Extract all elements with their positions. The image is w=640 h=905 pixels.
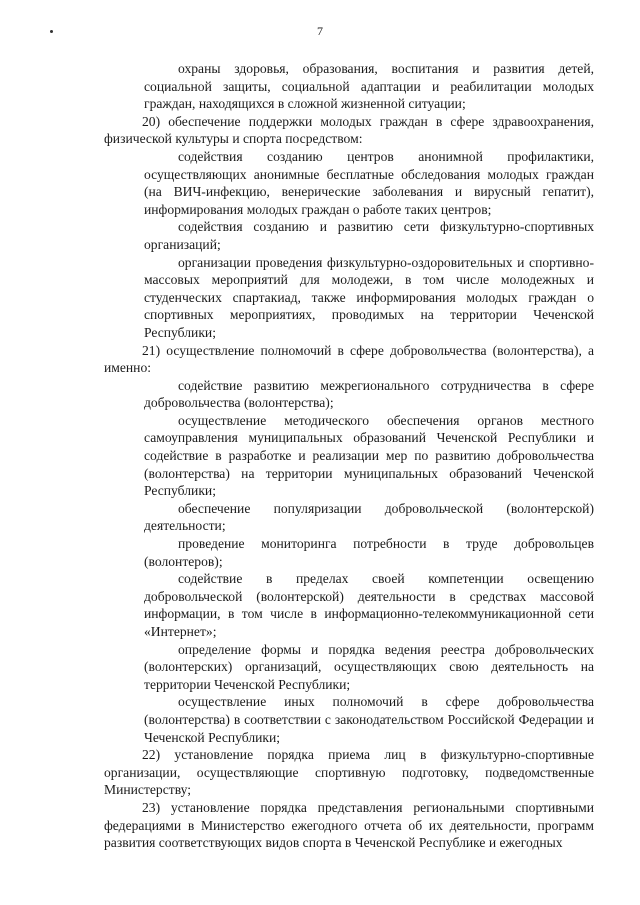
- paragraph: содействие развитию межрегионального сотрудничества в сфере добровольчества (волонтерства);: [144, 377, 594, 411]
- paragraph: осуществление методического обеспечения органов местного самоуправления муниципальных образований Чеченской Республики и содействие в разработке и реализации мер по развитию добровольчества (волонтерства) на территории муниципальных образований Чеченской Республики;: [144, 412, 594, 499]
- paragraph: определение формы и порядка ведения реестра добровольческих (волонтерских) организаций, осуществляющих свою деятельность на территории Чеченской Республики;: [144, 641, 594, 692]
- paragraph: содействие в пределах своей компетенции освещению добровольческой (волонтерской) деятельности в средствах массовой информации, в том числе в информационно-телекоммуникационной сети «Интернет»;: [144, 571, 594, 639]
- paragraph: содействия созданию и развитию сети физкультурно-спортивных организаций;: [144, 219, 594, 252]
- document-body: [104, 60, 594, 852]
- paragraph: 22) установление порядка приема лиц в физкультурно-спортивные организации, осуществляющие спортивную подготовку, подведомственные Министерству;: [104, 747, 594, 798]
- paragraph: проведение мониторинга потребности в труде добровольцев (волонтеров);: [144, 536, 594, 569]
- page-number: 7: [317, 24, 323, 38]
- paragraph: 23) установление порядка представления региональными спортивными федерациями в Министерство ежегодного отчета об их деятельности, программ развития соответствующих видов спорта в Чеченской Республике и ежегодных: [104, 799, 594, 851]
- paragraph: 21) осуществление полномочий в сфере добровольчества (волонтерства), а именно:: [104, 342, 594, 376]
- paragraph: обеспечение популяризации добровольческой (волонтерской) деятельности;: [144, 500, 594, 534]
- paragraph: организации проведения физкультурно-оздоровительных и спортивно-массовых мероприятий для молодежи, в том числе молодежных и студенческих спартакиад, также информирования молодых граждан о спортивных мероприятиях, проводимых на территории Чеченской Республики;: [144, 254, 594, 340]
- paragraph: содействия созданию центров анонимной профилактики, осуществляющих анонимные бесплатные обследования молодых граждан (на ВИЧ-инфекцию, венерические заболевания и вирусный гепатит), информирования молодых граждан о работе таких центров;: [144, 148, 594, 217]
- paragraph: охраны здоровья, образования, воспитания и развития детей, социальной защиты, социальной адаптации и реабилитации молодых граждан, находящихся в сложной жизненной ситуации;: [144, 61, 594, 112]
- paragraph: 20) обеспечение поддержки молодых граждан в сфере здравоохранения, физической культуры и спорта посредством:: [104, 113, 594, 147]
- paragraph: осуществление иных полномочий в сфере добровольчества (волонтерства) в соответствии с законодательством Российской Федерации и Чеченской Республики;: [144, 694, 594, 745]
